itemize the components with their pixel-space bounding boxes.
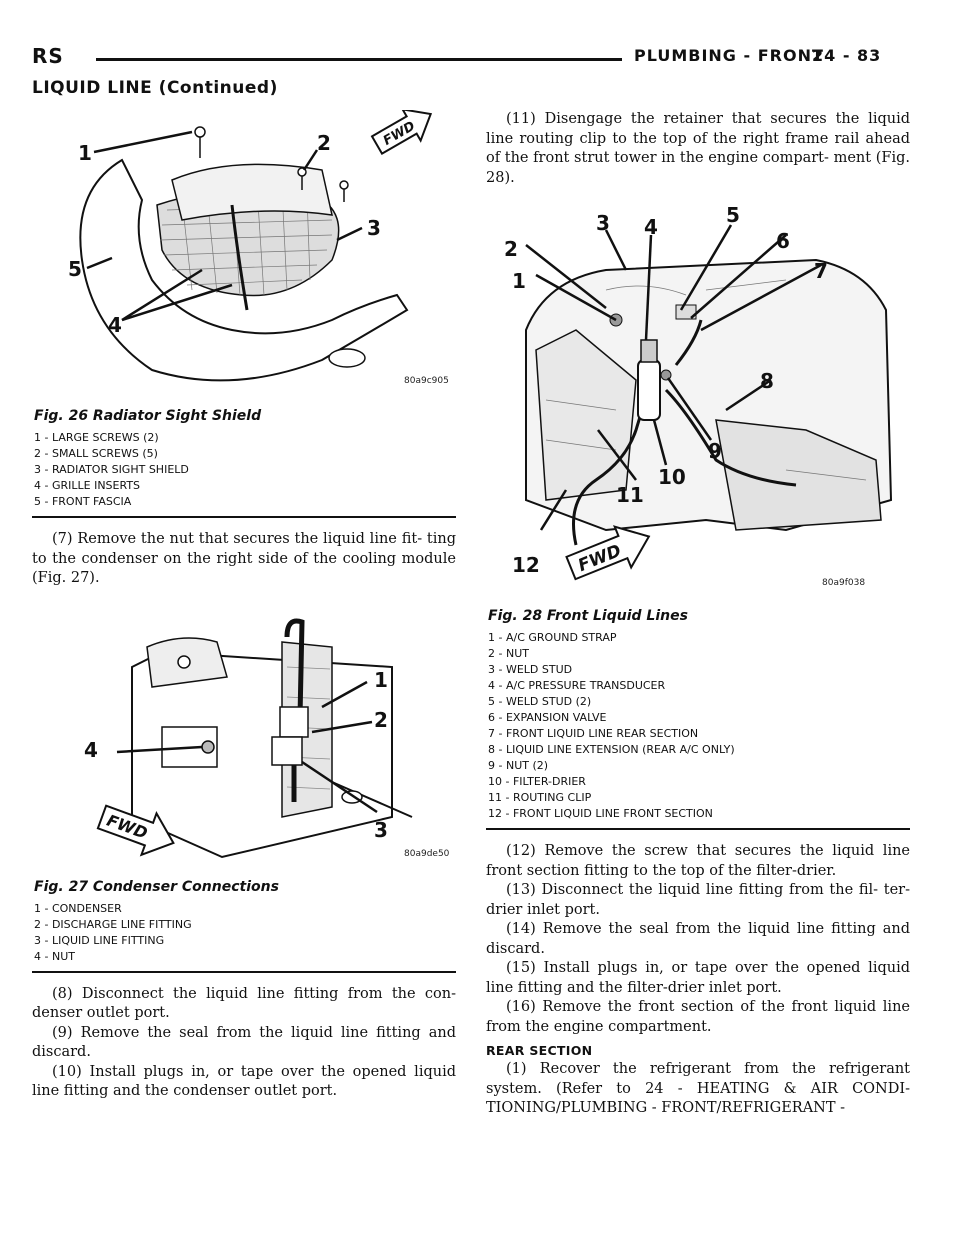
figure-26	[32, 110, 456, 404]
callout-3: 3	[374, 817, 388, 842]
front-liquid-lines-illustration	[486, 200, 910, 604]
condenser-connections-illustration	[32, 607, 456, 875]
legend-item: 4 - NUT	[34, 949, 75, 963]
callout-2: 2	[374, 707, 388, 732]
callout-5: 5	[726, 203, 740, 227]
callout-4: 4	[84, 737, 98, 762]
legend-item: 2 - NUT	[488, 647, 529, 660]
header-rule	[96, 58, 622, 61]
left-column	[32, 110, 456, 1102]
radiator-sight-shield-illustration	[32, 110, 456, 404]
legend-item: 12 - FRONT LIQUID LINE FRONT SECTION	[488, 807, 713, 820]
figure-28-title: Fig. 28 Front Liquid Lines	[488, 608, 688, 624]
rear-section-heading: REAR SECTION	[486, 1043, 593, 1058]
section-title: PLUMBING - FRONT	[634, 46, 824, 65]
legend-item: 4 - GRILLE INSERTS	[34, 479, 141, 492]
figure-27-title: Fig. 27 Condenser Connections	[34, 878, 279, 895]
legend-item: 7 - FRONT LIQUID LINE REAR SECTION	[488, 727, 699, 740]
legend-item: 10 - FILTER-DRIER	[488, 775, 586, 788]
callout-1: 1	[512, 269, 526, 293]
legend-item: 8 - LIQUID LINE EXTENSION (REAR A/C ONLY)	[488, 743, 735, 756]
callout-8: 8	[760, 369, 774, 393]
callout-4: 4	[644, 215, 658, 239]
callout-11: 11	[616, 483, 644, 507]
legend-item: 1 - LARGE SCREWS (2)	[34, 431, 159, 444]
figure-28	[486, 200, 910, 604]
legend-item: 1 - CONDENSER	[34, 901, 122, 915]
callout-12: 12	[512, 553, 540, 577]
step-16: (16) Remove the front section of the front liquid line from the engine compartment.	[486, 999, 910, 1035]
figure-26-title: Fig. 26 Radiator Sight Shield	[34, 408, 262, 424]
legend-item: 3 - WELD STUD	[488, 663, 573, 676]
legend-item: 3 - LIQUID LINE FITTING	[34, 933, 165, 947]
continued-title: LIQUID LINE (Continued)	[32, 78, 278, 98]
callout-1: 1	[374, 667, 388, 692]
step-8: (8) Disconnect the liquid line fitting from the con- denser outlet port.	[32, 985, 456, 1021]
callout-3: 3	[596, 211, 610, 235]
figure-26-legend	[32, 430, 456, 510]
callout-3: 3	[367, 216, 381, 240]
legend-item: 5 - FRONT FASCIA	[34, 495, 132, 508]
step-9: (9) Remove the seal from the liquid line fitting and discard.	[32, 1024, 456, 1060]
step-13: (13) Disconnect the liquid line fitting from the fil- ter-drier inlet port.	[486, 882, 910, 918]
callout-5: 5	[68, 257, 82, 281]
figure-code: 80a9de50	[404, 848, 450, 859]
right-column	[486, 110, 910, 1119]
step-15: (15) Install plugs in, or tape over the opened liquid line fitting and the filter-drier inlet port.	[486, 960, 910, 996]
step-12: (12) Remove the screw that secures the liquid line front section fitting to the top of the filter-drier.	[486, 843, 910, 879]
figure-code: 80a9f038	[822, 578, 866, 588]
legend-item: 3 - RADIATOR SIGHT SHIELD	[34, 463, 189, 476]
figure-27-legend	[32, 901, 456, 965]
callout-1: 1	[78, 141, 92, 165]
legend-item: 4 - A/C PRESSURE TRANSDUCER	[488, 679, 666, 692]
step-7: (7) Remove the nut that secures the liquid line fit- ting to the condenser on the right side of the cooling module (Fig. 27).	[32, 531, 456, 586]
legend-item: 11 - ROUTING CLIP	[488, 791, 592, 804]
page-header	[0, 0, 960, 110]
step-11: (11) Disengage the retainer that secures the liquid line routing clip to the top of the right frame rail ahead of the front strut tower in the engine compart- ment (Fig. 28).	[486, 111, 910, 186]
legend-item: 2 - DISCHARGE LINE FITTING	[34, 917, 192, 931]
callout-2: 2	[317, 131, 331, 155]
callout-2: 2	[504, 237, 518, 261]
callout-10: 10	[658, 465, 686, 489]
legend-item: 6 - EXPANSION VALVE	[488, 711, 607, 724]
fwd-label: FWD	[104, 810, 151, 843]
callout-9: 9	[708, 439, 722, 463]
rear-step-1: (1) Recover the refrigerant from the refrigerant system. (Refer to 24 - HEATING & AIR CONDI- TIONING/PLUMBING - FRONT/REFRIGERANT -	[486, 1061, 910, 1116]
legend-item: 2 - SMALL SCREWS (5)	[34, 447, 158, 460]
figure-27	[32, 607, 456, 875]
callout-4: 4	[108, 313, 122, 337]
fwd-label: FWD	[575, 540, 625, 577]
legend-item: 5 - WELD STUD (2)	[488, 695, 592, 708]
callout-7: 7	[814, 259, 828, 283]
legend-item: 9 - NUT (2)	[488, 759, 549, 772]
step-14: (14) Remove the seal from the liquid line fitting and discard.	[486, 921, 910, 957]
figure-28-legend	[486, 630, 910, 822]
figure-code: 80a9c905	[404, 376, 449, 386]
manual-code: RS	[32, 44, 64, 68]
legend-item: 1 - A/C GROUND STRAP	[488, 631, 617, 644]
fwd-arrow-icon	[368, 110, 440, 161]
fwd-label: FWD	[380, 118, 418, 149]
page-number: 24 - 83	[812, 46, 882, 65]
callout-6: 6	[776, 229, 790, 253]
step-10: (10) Install plugs in, or tape over the opened liquid line fitting and the condenser outlet port.	[32, 1063, 456, 1099]
